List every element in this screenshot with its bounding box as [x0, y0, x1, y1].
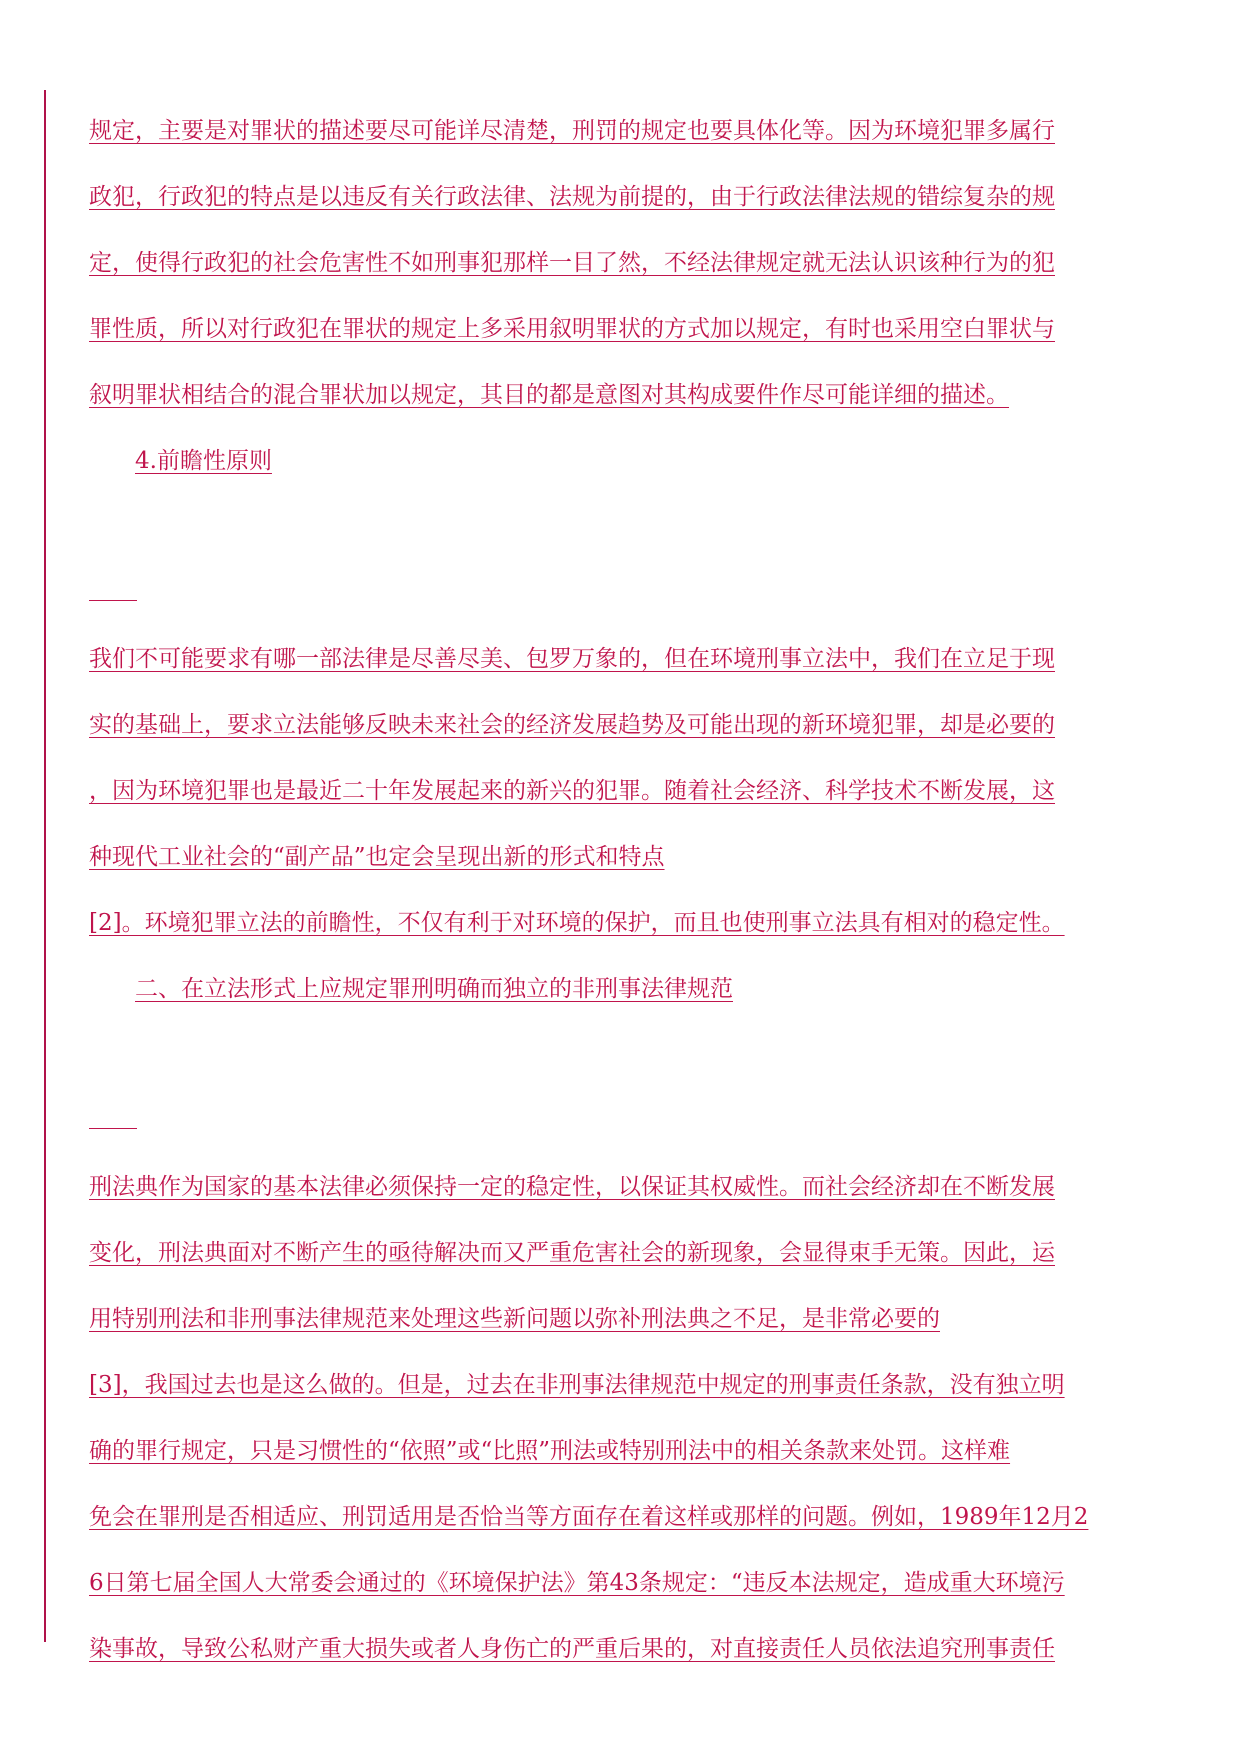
- paragraph-line: 免会在罪刑是否相适应、刑罚适用是否恰当等方面存在着这样或那样的问题。例如，1989年12月2: [89, 1504, 1089, 1530]
- paragraph-line: [3]，我国过去也是这么做的。但是，过去在非刑事法律规范中规定的刑事责任条款，没有独立明: [89, 1372, 1065, 1398]
- paragraph-line: 变化，刑法典面对不断产生的亟待解决而又严重危害社会的新现象，会显得束手无策。因此，运: [89, 1240, 1055, 1266]
- paragraph-line: 叙明罪状相结合的混合罪状加以规定，其目的都是意图对其构成要件作尽可能详细的描述。: [89, 382, 1009, 408]
- paragraph-line: [2]。环境犯罪立法的前瞻性，不仅有利于对环境的保护，而且也使刑事立法具有相对的稳定性。: [89, 910, 1065, 936]
- inserted-paragraph-mark: [89, 1088, 1164, 1154]
- paragraph-line: 政犯，行政犯的特点是以违反有关行政法律、法规为前提的，由于行政法律法规的错综复杂的规: [89, 184, 1055, 210]
- paragraph-foresight: [89, 626, 1164, 956]
- paragraph-line: 罪性质，所以对行政犯在罪状的规定上多采用叙明罪状的方式加以规定，有时也采用空白罪状与: [89, 316, 1055, 342]
- inserted-paragraph-mark: [89, 560, 1164, 626]
- paragraph-line: 实的基础上，要求立法能够反映未来社会的经济发展趋势及可能出现的新环境犯罪，却是必要的: [89, 712, 1055, 738]
- paragraph-criminal-description: [89, 98, 1164, 428]
- paragraph-line: 确的罪行规定，只是习惯性的“依照”或“比照”刑法或特别刑法中的相关条款来处罚。这样难: [89, 1438, 1011, 1464]
- paragraph-criminal-code: [89, 1154, 1164, 1682]
- section-heading-legislative-form: 二、在立法形式上应规定罪刑明确而独立的非刑事法律规范: [135, 976, 733, 1002]
- paragraph-line: 染事故，导致公私财产重大损失或者人身伤亡的严重后果的，对直接责任人员依法追究刑事责任: [89, 1636, 1055, 1662]
- paragraph-line: 6日第七届全国人大常委会通过的《环境保护法》第43条规定：“违反本法规定，造成重大环境污: [89, 1570, 1065, 1596]
- paragraph-line: 刑法典作为国家的基本法律必须保持一定的稳定性，以保证其权威性。而社会经济却在不断发展: [89, 1174, 1055, 1200]
- paragraph-line: ，因为环境犯罪也是最近二十年发展起来的新兴的犯罪。随着社会经济、科学技术不断发展，这: [89, 778, 1055, 804]
- document-body: [89, 98, 1164, 1682]
- revision-change-bar: [44, 90, 46, 1642]
- paragraph-line: 定，使得行政犯的社会危害性不如刑事犯那样一目了然，不经法律规定就无法认识该种行为的犯: [89, 250, 1055, 276]
- paragraph-line: 规定，主要是对罪状的描述要尽可能详尽清楚，刑罚的规定也要具体化等。因为环境犯罪多属行: [89, 118, 1055, 144]
- paragraph-line: 用特别刑法和非刑事法律规范来处理这些新问题以弥补刑法典之不足，是非常必要的: [89, 1306, 940, 1332]
- section-heading-foresight-principle: 4.前瞻性原则: [135, 448, 272, 474]
- paragraph-line: 种现代工业社会的“副产品”也定会呈现出新的形式和特点: [89, 844, 665, 870]
- paragraph-line: 我们不可能要求有哪一部法律是尽善尽美、包罗万象的，但在环境刑事立法中，我们在立足于现: [89, 646, 1055, 672]
